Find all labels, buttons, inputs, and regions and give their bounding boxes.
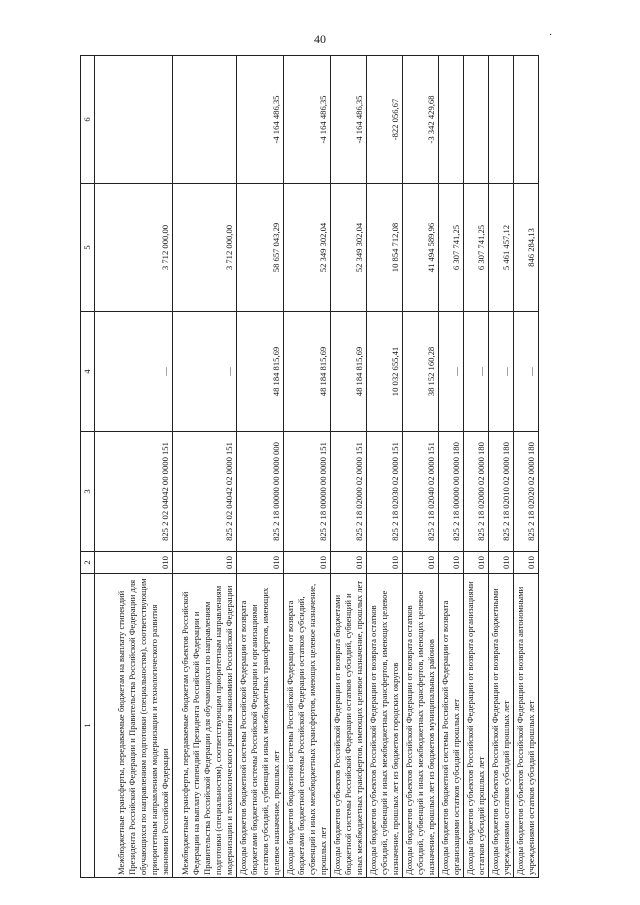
row-value-col6: [514, 56, 539, 184]
table-row: [173, 56, 237, 878]
row-admin-code: 010: [173, 552, 237, 574]
header-row: [81, 56, 95, 878]
header-col-1: 1: [81, 574, 95, 878]
row-value-col4: 48 184 815,69: [331, 312, 367, 432]
row-budget-code: 825 2 18 00000 00 0000 000: [237, 432, 284, 552]
row-value-col4: —: [489, 312, 514, 432]
row-value-col6: [173, 56, 237, 184]
row-budget-code: 825 2 18 02020 02 0000 180: [514, 432, 539, 552]
row-value-col6: -4 164 486,35: [284, 56, 331, 184]
row-value-col6: -4 164 486,35: [237, 56, 284, 184]
row-value-col4: 10 032 655,41: [367, 312, 403, 432]
row-budget-code: 825 2 18 02010 02 0000 180: [489, 432, 514, 552]
header-col-4: 4: [81, 312, 95, 432]
row-value-col5: 6 307 741,25: [439, 184, 464, 312]
row-description: Доходы бюджетов бюджетной системы Российской Федерации от возврата бюджетами бюджетной системы Российской Федерации остатков субсидий, субвенций и иных межбюджетных трансфертов, имеющих целевое назначение, прошлых лет: [284, 574, 331, 878]
row-description: Доходы бюджетов субъектов Российской Федерации от возврата остатков субсидий, субвенций и иных межбюджетных трансфертов, имеющих целевое назначение, прошлых лет из бюджетов муниципальных районов: [403, 574, 439, 878]
table-row: [284, 56, 331, 878]
row-admin-code: 010: [95, 552, 173, 574]
table-row: [95, 56, 173, 878]
table-row: [237, 56, 284, 878]
row-description: Доходы бюджетов бюджетной системы Российской Федерации от возврата бюджетами бюджетной системы Российской Федерации и организациями остатков субсидий, субвенций и иных межбюджетных трансфертов, имеющих целевое назначение, прошлых лет: [237, 574, 284, 878]
row-admin-code: 010: [237, 552, 284, 574]
row-description: Доходы бюджетов субъектов Российской Федерации от возврата бюджетами бюджетной системы Российской Федерации остатков субсидий, субвенций и иных межбюджетных трансфертов, имеющих целевое назначение, прошлых лет: [331, 574, 367, 878]
row-admin-code: 010: [439, 552, 464, 574]
row-value-col4: —: [464, 312, 489, 432]
table-row: [489, 56, 514, 878]
row-value-col5: 58 657 043,29: [237, 184, 284, 312]
page-number: 40: [314, 32, 326, 46]
table-row: [439, 56, 464, 878]
row-value-col4: 48 184 815,69: [237, 312, 284, 432]
row-value-col4: —: [514, 312, 539, 432]
row-budget-code: 825 2 02 04042 00 0000 151: [95, 432, 173, 552]
row-budget-code: 825 2 18 02030 02 0000 151: [367, 432, 403, 552]
row-value-col4: 48 184 815,69: [284, 312, 331, 432]
header-col-3: 3: [81, 432, 95, 552]
row-value-col4: —: [439, 312, 464, 432]
row-value-col5: 52 349 302,04: [284, 184, 331, 312]
row-description: Межбюджетные трансферты, передаваемые бюджетам на выплату стипендий Президента Российской Федерации и Правительства Российской Федерации для обучающихся по направлениям подготовки (специальностям), соответствующим приоритетным направлениям модернизации и технологического развития экономики Российской Федерации: [95, 574, 173, 878]
income-table: [80, 55, 539, 878]
row-value-col4: —: [95, 312, 173, 432]
row-value-col6: -822 056,67: [367, 56, 403, 184]
row-value-col5: 3 712 000,00: [95, 184, 173, 312]
row-admin-code: 010: [489, 552, 514, 574]
row-description: Межбюджетные трансферты, передаваемые бюджетам субъектов Российской Федерации на выплату стипендий Президента Российской Федерации и Правительства Российской Федерации для обучающихся по направлениям подготовки (специальностям), соответствующим приоритетным направлениям модернизации и технологического развития экономики Российской Федерации: [173, 574, 237, 878]
table-row: [464, 56, 489, 878]
header-col-5: 5: [81, 184, 95, 312]
table-row: [514, 56, 539, 878]
row-value-col5: 41 494 589,96: [403, 184, 439, 312]
row-budget-code: 825 2 18 00000 00 0000 180: [439, 432, 464, 552]
row-value-col5: 52 349 302,04: [331, 184, 367, 312]
scan-speck: ·: [549, 30, 553, 41]
row-value-col4: —: [173, 312, 237, 432]
row-value-col6: -4 164 486,35: [331, 56, 367, 184]
row-value-col5: 846 284,13: [514, 184, 539, 312]
row-admin-code: 010: [514, 552, 539, 574]
row-budget-code: 825 2 18 02000 02 0000 180: [464, 432, 489, 552]
row-description: Доходы бюджетов субъектов Российской Федерации от возврата автономными учреждениями остатков субсидий прошлых лет: [514, 574, 539, 878]
row-budget-code: 825 2 02 04042 02 0000 151: [173, 432, 237, 552]
row-admin-code: 010: [464, 552, 489, 574]
row-description: Доходы бюджетов субъектов Российской Федерации от возврата бюджетными учреждениями остатков субсидий прошлых лет: [489, 574, 514, 878]
row-value-col6: [95, 56, 173, 184]
header-col-2: 2: [81, 552, 95, 574]
row-admin-code: 010: [284, 552, 331, 574]
row-value-col6: [439, 56, 464, 184]
row-admin-code: 010: [331, 552, 367, 574]
row-description: Доходы бюджетов субъектов Российской Федерации от возврата организациями остатков субсидий прошлых лет: [464, 574, 489, 878]
row-description: Доходы бюджетов субъектов Российской Федерации от возврата остатков субсидий, субвенций и иных межбюджетных трансфертов, имеющих целевое назначение, прошлых лет из бюджетов городских округов: [367, 574, 403, 878]
row-value-col5: 10 854 712,08: [367, 184, 403, 312]
row-description: Доходы бюджетов бюджетной системы Российской Федерации от возврата организациями остатков субсидий прошлых лет: [439, 574, 464, 878]
row-admin-code: 010: [367, 552, 403, 574]
row-budget-code: 825 2 18 02040 02 0000 151: [403, 432, 439, 552]
row-value-col6: -3 342 429,68: [403, 56, 439, 184]
row-budget-code: 825 2 18 02000 02 0000 151: [331, 432, 367, 552]
row-value-col5: 5 461 457,12: [489, 184, 514, 312]
row-admin-code: 010: [403, 552, 439, 574]
row-value-col5: 3 712 000,00: [173, 184, 237, 312]
row-value-col5: 6 307 741,25: [464, 184, 489, 312]
row-value-col6: [464, 56, 489, 184]
header-col-6: 6: [81, 56, 95, 184]
table-row: [403, 56, 439, 878]
table-row: [331, 56, 367, 878]
rotated-table-container: [80, 56, 536, 878]
row-budget-code: 825 2 18 00000 00 0000 151: [284, 432, 331, 552]
row-value-col6: [489, 56, 514, 184]
row-value-col4: 38 152 160,28: [403, 312, 439, 432]
table-row: [367, 56, 403, 878]
